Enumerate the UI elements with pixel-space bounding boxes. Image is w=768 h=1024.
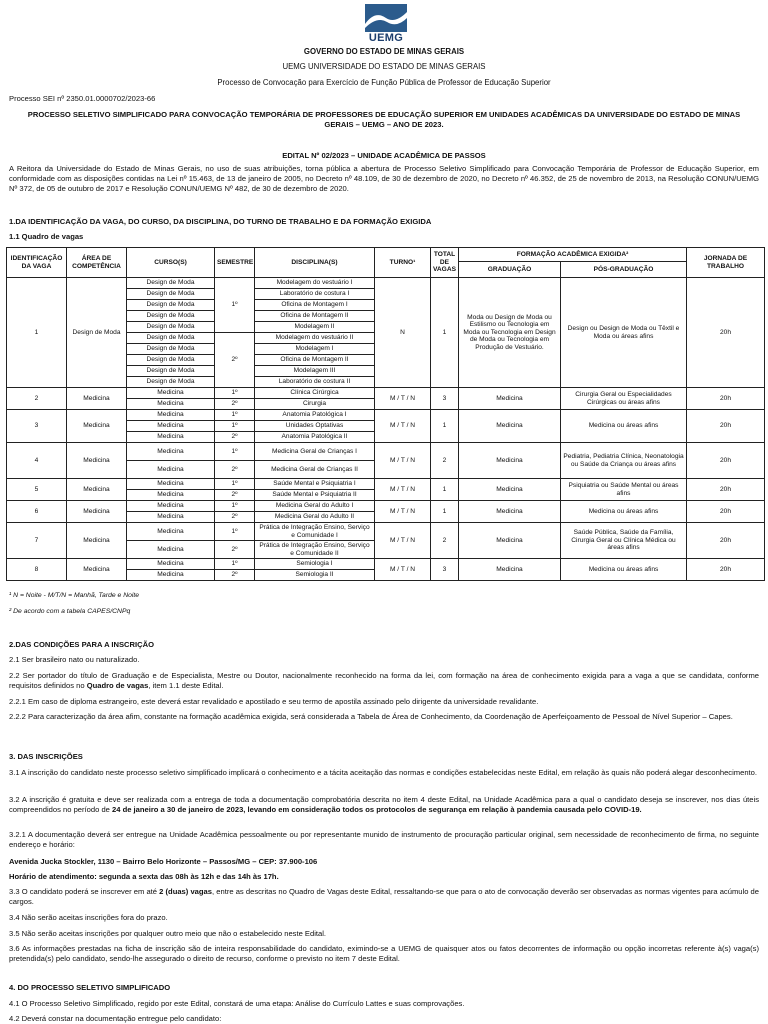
header-semestre: SEMESTRE (215, 248, 255, 278)
vaga-curso: Medicina (127, 421, 215, 432)
vaga-curso: Design de Moda (127, 355, 215, 366)
section2-item-2-1: 2.1 Ser brasileiro nato ou naturalizado. (9, 655, 140, 664)
header-jornada: JORNADA DE TRABALHO (687, 248, 765, 278)
vaga-disciplina: Prática de Integração Ensino, Serviço e Comunidade I (255, 523, 375, 541)
vaga-semestre: 2º (215, 461, 255, 479)
vaga-semestre: 2º (215, 399, 255, 410)
vaga-curso: Medicina (127, 559, 215, 570)
vaga-graduacao: Medicina (459, 501, 561, 523)
vaga-disciplina: Modelagem II (255, 322, 375, 333)
section2-item-2-2: 2.2 Ser portador do título de Graduação e de Especialista, Mestre ou Doutor, nacionalmente reconhecido na forma da lei, com formação na área de conhecimento exigida para a vaga a que se candidata, conforme requisitos definidos no Quadro de vagas, item 1.1 deste Edital. (9, 671, 759, 690)
vaga-total: 1 (431, 501, 459, 523)
vaga-graduacao: Medicina (459, 523, 561, 559)
vaga-curso: Medicina (127, 461, 215, 479)
vaga-curso: Medicina (127, 432, 215, 443)
footnote-2: ² De acordo com a tabela CAPES/CNPq (9, 608, 131, 615)
vaga-turno: M / T / N (375, 501, 431, 523)
table-row (7, 523, 765, 541)
vaga-disciplina: Laboratório de costura II (255, 377, 375, 388)
vaga-semestre: 1º (215, 278, 255, 333)
vaga-jornada: 20h (687, 278, 765, 388)
logo-text: UEMG (368, 32, 404, 44)
vaga-semestre: 1º (215, 559, 255, 570)
vaga-id: 6 (7, 501, 67, 523)
vaga-disciplina: Clínica Cirúrgica (255, 388, 375, 399)
header-line2: UEMG UNIVERSIDADE DO ESTADO DE MINAS GERAIS (282, 62, 486, 71)
document-title: PROCESSO SELETIVO SIMPLIFICADO PARA CONVOCAÇÃO TEMPORÁRIA DE PROFESSORES DE EDUCAÇÃO SUPERIOR EM UNIDADES ACADÊMICAS DA UNIVERSIDADE DO ESTADO DE MINAS GERAIS – UEMG – ANO DE 2023. (27, 110, 741, 129)
vaga-area: Medicina (67, 388, 127, 410)
vaga-total: 1 (431, 479, 459, 501)
vaga-curso: Design de Moda (127, 366, 215, 377)
vaga-pos: Design ou Design de Moda ou Têxtil e Moda ou áreas afins (561, 278, 687, 388)
vaga-jornada: 20h (687, 443, 765, 479)
vaga-disciplina: Laboratório de costura I (255, 289, 375, 300)
header-turno: TURNO¹ (375, 248, 431, 278)
vaga-pos: Pediatria, Pediatria Clínica, Neonatologia ou Saúde da Criança ou áreas afins (561, 443, 687, 479)
section3-item-3-6: 3.6 As informações prestadas na ficha de inscrição são de inteira responsabilidade do candidato, eximindo-se a UEMG de quaisquer atos ou fatos decorrentes de informação ou opção incorretas referente à(s) vaga(s) pretendida(s) pelo candidato, sendo-lhe assegurado o direito de recurso, conforme o previsto no item 7 deste Edital. (9, 944, 759, 963)
section3-item-3-4: 3.4 Não serão aceitas inscrições fora do prazo. (9, 913, 168, 922)
vaga-curso: Medicina (127, 512, 215, 523)
vaga-disciplina: Unidades Optativas (255, 421, 375, 432)
section4-item-4-1: 4.1 O Processo Seletivo Simplificado, regido por este Edital, constará de uma etapa: Análise do Currículo Lattes e suas comprovações. (9, 999, 465, 1008)
vaga-id: 8 (7, 559, 67, 581)
vaga-curso: Design de Moda (127, 322, 215, 333)
vaga-curso: Medicina (127, 570, 215, 581)
vaga-disciplina: Anatomia Patológica II (255, 432, 375, 443)
vaga-curso: Design de Moda (127, 333, 215, 344)
section1-subtitle: 1.1 Quadro de vagas (9, 232, 84, 241)
section3-title: 3. DAS INSCRIÇÕES (9, 752, 83, 761)
vaga-semestre: 1º (215, 523, 255, 541)
vaga-graduacao: Medicina (459, 410, 561, 443)
table-row (7, 388, 765, 399)
vaga-total: 1 (431, 410, 459, 443)
header-curso: CURSO(S) (127, 248, 215, 278)
table-row (7, 278, 765, 289)
vaga-semestre: 1º (215, 388, 255, 399)
vaga-semestre: 2º (215, 512, 255, 523)
process-sei: Processo SEI nº 2350.01.0000702/2023-66 (9, 94, 156, 103)
vaga-disciplina: Semiologia I (255, 559, 375, 570)
header-line1: GOVERNO DO ESTADO DE MINAS GERAIS (303, 47, 465, 56)
vaga-pos: Medicina ou áreas afins (561, 410, 687, 443)
intro-paragraph: A Reitora da Universidade do Estado de Minas Gerais, no uso de suas atribuições, torna pública a abertura de Processo Seletivo Simplificado para Convocação Temporária de Professor de Educação Superior, em conformidade com as disposições contidas na Lei nº 15.463, de 13 de janeiro de 2005, no Decreto nº 48.109, de 30 de dezembro de 2020, no Decreto nº 46.352, de 25 de novembro de 2013, na Resolução CONUN/UEMG Nº 372, de 05 de outubro de 2017 e Resolução CONUN/UEMG Nº 482, de 30 de dezembro de 2020. (9, 164, 759, 193)
vaga-disciplina: Medicina Geral de Crianças I (255, 443, 375, 461)
section3-item-3-2-1: 3.2.1 A documentação deverá ser entregue na Unidade Acadêmica pessoalmente ou por representante munido de instrumento de procuração particular original, sem necessidade de reconhecimento de firma, no seguinte endereço e horário: (9, 830, 759, 849)
vaga-id: 7 (7, 523, 67, 559)
table-row (7, 501, 765, 512)
vaga-pos: Saúde Pública, Saúde da Família, Cirurgia Geral ou Clínica Médica ou áreas afins (561, 523, 687, 559)
vaga-jornada: 20h (687, 523, 765, 559)
header-pos: PÓS-GRADUAÇÃO (561, 262, 687, 278)
section2-item-2-2-2: 2.2.2 Para caracterização da área afim, constante na formação acadêmica exigida, será considerada a Tabela de Área de Conhecimento, da Coordenação de Aperfeiçoamento de Pessoal de Nível Superior – Capes. (9, 712, 733, 721)
header-total: TOTAL DE VAGAS (431, 248, 459, 278)
section4-item-4-2: 4.2 Deverá constar na documentação entregue pelo candidato: (9, 1014, 222, 1023)
vaga-turno: M / T / N (375, 559, 431, 581)
vaga-disciplina: Cirurgia (255, 399, 375, 410)
section3-item-3-3: 3.3 O candidato poderá se inscrever em até 2 (duas) vagas, entre as descritas no Quadro de Vagas deste Edital, ressaltando-se que para o ato de convocação deverão ser observadas as normas vigentes para acúmulo de cargos. (9, 887, 760, 906)
section1-title: 1.DA IDENTIFICAÇÃO DA VAGA, DO CURSO, DA DISCIPLINA, DO TURNO DE TRABALHO E DA FORMAÇÃO EXIGIDA (9, 217, 432, 226)
vaga-turno: M / T / N (375, 388, 431, 410)
vaga-total: 3 (431, 559, 459, 581)
section3-item-3-1: 3.1 A inscrição do candidato neste processo seletivo simplificado implicará o conhecimento e a tácita aceitação das normas e condições estabelecidas neste Edital, em relação às quais não poderá alegar desconhecimento. (9, 768, 758, 777)
section3-item-3-2: 3.2 A inscrição é gratuita e deve ser realizada com a entrega de toda a documentação comprobatória descrita no item 4 deste Edital, na Unidade Acadêmica para a qual o candidato deseja se inscrever, nos dias úteis compreendidos no período de 24 de janeiro a 30 de janeiro de 2023, levando em consideração todos os protocolos de segurança em relação à pandemia causada pelo COVID-19. (9, 795, 759, 814)
vaga-curso: Medicina (127, 410, 215, 421)
vaga-area: Design de Moda (67, 278, 127, 388)
footnote-1: ¹ N = Noite - M/T/N = Manhã, Tarde e Noite (9, 592, 140, 599)
vaga-curso: Medicina (127, 443, 215, 461)
table-row (7, 410, 765, 421)
vaga-disciplina: Medicina Geral de Crianças II (255, 461, 375, 479)
section2-item-2-2-1: 2.2.1 Em caso de diploma estrangeiro, este deverá estar revalidado e apostilado e seu termo de apostila assinado pelo dirigente da universidade revalidante. (9, 697, 539, 706)
vaga-jornada: 20h (687, 559, 765, 581)
vaga-turno: M / T / N (375, 523, 431, 559)
section3-hours: Horário de atendimento: segunda a sexta das 08h às 12h e das 14h às 17h. (9, 872, 279, 881)
vaga-disciplina: Semiologia II (255, 570, 375, 581)
vaga-curso: Medicina (127, 388, 215, 399)
vaga-total: 2 (431, 523, 459, 559)
vaga-curso: Design de Moda (127, 311, 215, 322)
header-graduacao: GRADUAÇÃO (459, 262, 561, 278)
vaga-jornada: 20h (687, 479, 765, 501)
vaga-semestre: 1º (215, 479, 255, 490)
vaga-semestre: 1º (215, 421, 255, 432)
vaga-graduacao: Medicina (459, 443, 561, 479)
vaga-semestre: 1º (215, 410, 255, 421)
vaga-id: 5 (7, 479, 67, 501)
vaga-curso: Medicina (127, 479, 215, 490)
vaga-disciplina: Oficina de Montagem II (255, 355, 375, 366)
header-disciplina: DISCIPLINA(S) (255, 248, 375, 278)
vaga-graduacao: Medicina (459, 388, 561, 410)
vaga-graduacao: Medicina (459, 559, 561, 581)
vaga-curso: Design de Moda (127, 377, 215, 388)
vaga-semestre: 1º (215, 501, 255, 512)
vaga-area: Medicina (67, 410, 127, 443)
vaga-disciplina: Oficina de Montagem I (255, 300, 375, 311)
vaga-jornada: 20h (687, 501, 765, 523)
section3-item-3-5: 3.5 Não serão aceitas inscrições por qualquer outro meio que não o estabelecido neste Edital. (9, 929, 327, 938)
vaga-pos: Psiquiatria ou Saúde Mental ou áreas afins (561, 479, 687, 501)
vaga-curso: Medicina (127, 399, 215, 410)
vaga-id: 2 (7, 388, 67, 410)
vaga-total: 1 (431, 278, 459, 388)
header-formacao: FORMAÇÃO ACADÊMICA EXIGIDA² (459, 248, 687, 262)
vaga-disciplina: Oficina de Montagem II (255, 311, 375, 322)
vaga-curso: Design de Moda (127, 278, 215, 289)
section3-address: Avenida Jucka Stockler, 1130 – Bairro Belo Horizonte – Passos/MG – CEP: 37.900-106 (9, 857, 318, 866)
vaga-curso: Design de Moda (127, 289, 215, 300)
vaga-jornada: 20h (687, 410, 765, 443)
vaga-pos: Cirurgia Geral ou Especialidades Cirúrgicas ou áreas afins (561, 388, 687, 410)
vacancies-table (6, 247, 765, 581)
vaga-id: 3 (7, 410, 67, 443)
vaga-disciplina: Saúde Mental e Psiquiatria II (255, 490, 375, 501)
section2-title: 2.DAS CONDIÇÕES PARA A INSCRIÇÃO (9, 640, 154, 649)
vaga-area: Medicina (67, 501, 127, 523)
table-row (7, 479, 765, 490)
vaga-pos: Medicina ou áreas afins (561, 559, 687, 581)
vaga-area: Medicina (67, 443, 127, 479)
vaga-id: 1 (7, 278, 67, 388)
vaga-semestre: 2º (215, 432, 255, 443)
vaga-disciplina: Anatomia Patológica I (255, 410, 375, 421)
vaga-disciplina: Modelagem I (255, 344, 375, 355)
header-identificacao: IDENTIFICAÇÃO DA VAGA (7, 248, 67, 278)
header-line3: Processo de Convocação para Exercício de Função Pública de Professor de Educação Superior (217, 78, 551, 87)
vaga-curso: Design de Moda (127, 300, 215, 311)
table-row (7, 559, 765, 570)
vaga-disciplina: Modelagem do vestuário II (255, 333, 375, 344)
vaga-disciplina: Medicina Geral do Adulto II (255, 512, 375, 523)
table-row (7, 443, 765, 461)
vaga-graduacao: Moda ou Design de Moda ou Estilismo ou Tecnologia em Moda ou Tecnologia em Design de Moda ou Tecnologia em Produção de Vestuário. (459, 278, 561, 388)
vaga-semestre: 2º (215, 541, 255, 559)
vaga-disciplina: Modelagem III (255, 366, 375, 377)
vaga-disciplina: Modelagem do vestuário I (255, 278, 375, 289)
vaga-curso: Design de Moda (127, 344, 215, 355)
header-area: ÁREA DE COMPETÊNCIA (67, 248, 127, 278)
vaga-turno: M / T / N (375, 443, 431, 479)
vaga-semestre: 2º (215, 570, 255, 581)
vaga-disciplina: Saúde Mental e Psiquiatria I (255, 479, 375, 490)
vaga-area: Medicina (67, 523, 127, 559)
vaga-curso: Medicina (127, 490, 215, 501)
vaga-disciplina: Prática de Integração Ensino, Serviço e Comunidade II (255, 541, 375, 559)
vaga-graduacao: Medicina (459, 479, 561, 501)
vaga-curso: Medicina (127, 523, 215, 541)
edital-number: EDITAL Nº 02/2023 – UNIDADE ACADÊMICA DE PASSOS (282, 151, 486, 160)
vaga-total: 2 (431, 443, 459, 479)
vaga-pos: Medicina ou áreas afins (561, 501, 687, 523)
section4-title: 4. DO PROCESSO SELETIVO SIMPLIFICADO (9, 983, 171, 992)
vaga-total: 3 (431, 388, 459, 410)
vaga-id: 4 (7, 443, 67, 479)
vaga-curso: Medicina (127, 541, 215, 559)
vaga-semestre: 2º (215, 490, 255, 501)
vaga-area: Medicina (67, 479, 127, 501)
vaga-semestre: 2º (215, 333, 255, 388)
vaga-turno: M / T / N (375, 479, 431, 501)
vaga-jornada: 20h (687, 388, 765, 410)
vaga-turno: N (375, 278, 431, 388)
vaga-semestre: 1º (215, 443, 255, 461)
vaga-curso: Medicina (127, 501, 215, 512)
vaga-area: Medicina (67, 559, 127, 581)
vaga-turno: M / T / N (375, 410, 431, 443)
vaga-disciplina: Medicina Geral do Adulto I (255, 501, 375, 512)
